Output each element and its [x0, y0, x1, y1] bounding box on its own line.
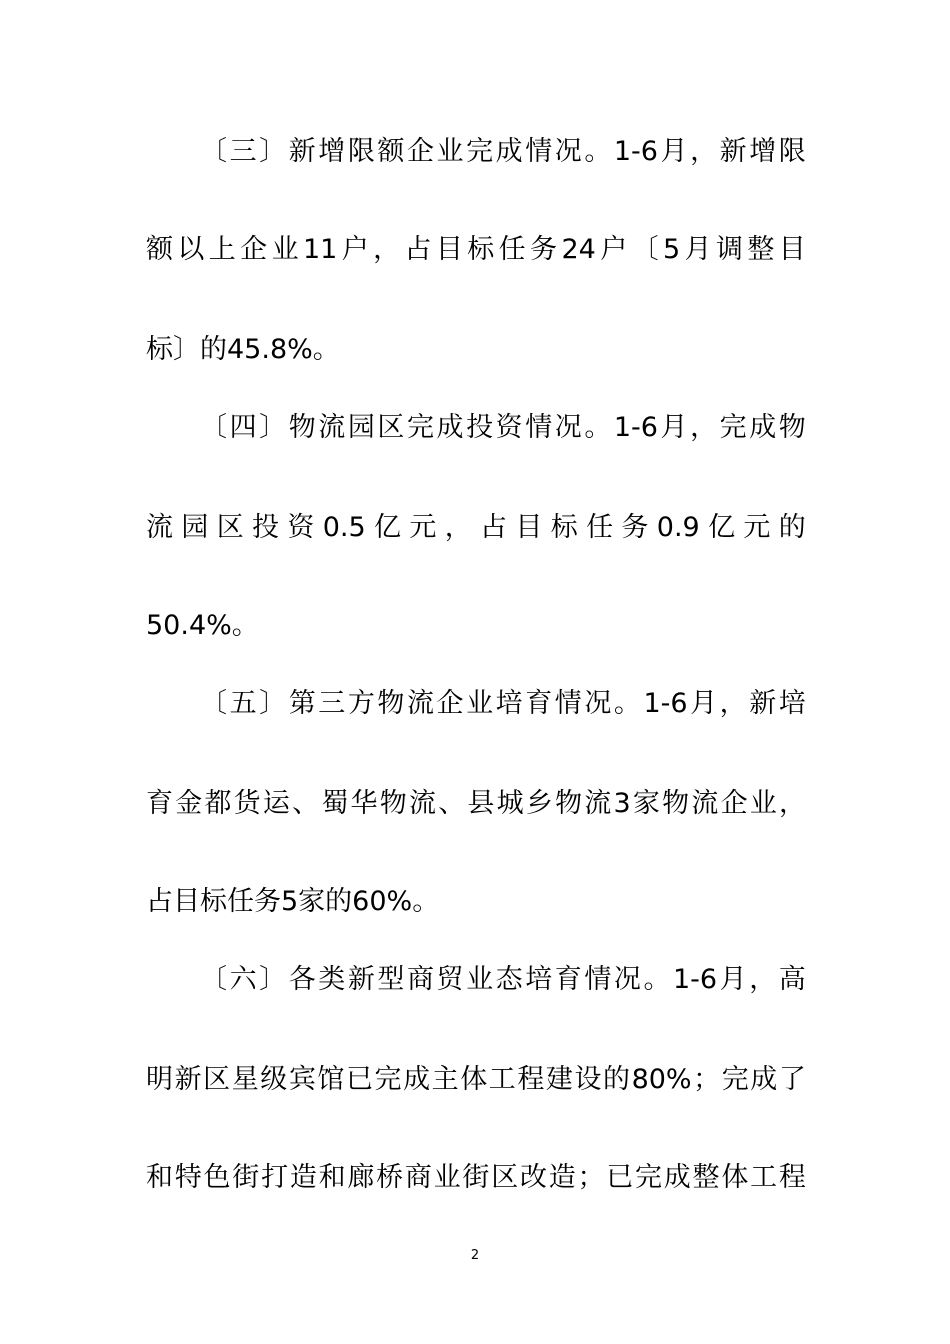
text-line: 占目标任务5家的60%。 [146, 886, 440, 917]
text-line: 育 金 都 货 运 、 蜀 华 物 流 、 县 城 乡 物 流 3 家 物 流 企 业 ， [146, 788, 806, 819]
text-line: 流 园 区 投 资 0.5 亿 元 ， 占 目 标 任 务 0.9 亿 元 的 [146, 512, 806, 543]
page-number: 2 [470, 1248, 480, 1263]
text-line: 明 新 区 星 级 宾 馆 已 完 成 主 体 工 程 建 设 的 80% ； 完 成 了 [146, 1064, 806, 1095]
text-line: 额 以 上 企 业 11 户 ， 占 目 标 任 务 24 户 〔 5 月 调 整 目 [146, 234, 806, 265]
text-line: 〔 三 〕 新 增 限 额 企 业 完 成 情 况 。 1-6 月 ， 新 增 限 [200, 136, 806, 167]
text-line: 标〕的45.8%。 [146, 334, 340, 365]
text-line: 〔 四 〕 物 流 园 区 完 成 投 资 情 况 。 1-6 月 ， 完 成 物 [200, 412, 806, 443]
text-line: 50.4%。 [146, 610, 259, 641]
text-line: 〔 五 〕 第 三 方 物 流 企 业 培 育 情 况 。 1-6 月 ， 新 培 [200, 688, 806, 719]
text-line: 和 特 色 街 打 造 和 廊 桥 商 业 街 区 改 造 ； 已 完 成 整 体 工 程 [146, 1162, 806, 1193]
text-line: 〔 六 〕 各 类 新 型 商 贸 业 态 培 育 情 况 。 1-6 月 ， 高 [200, 964, 806, 995]
